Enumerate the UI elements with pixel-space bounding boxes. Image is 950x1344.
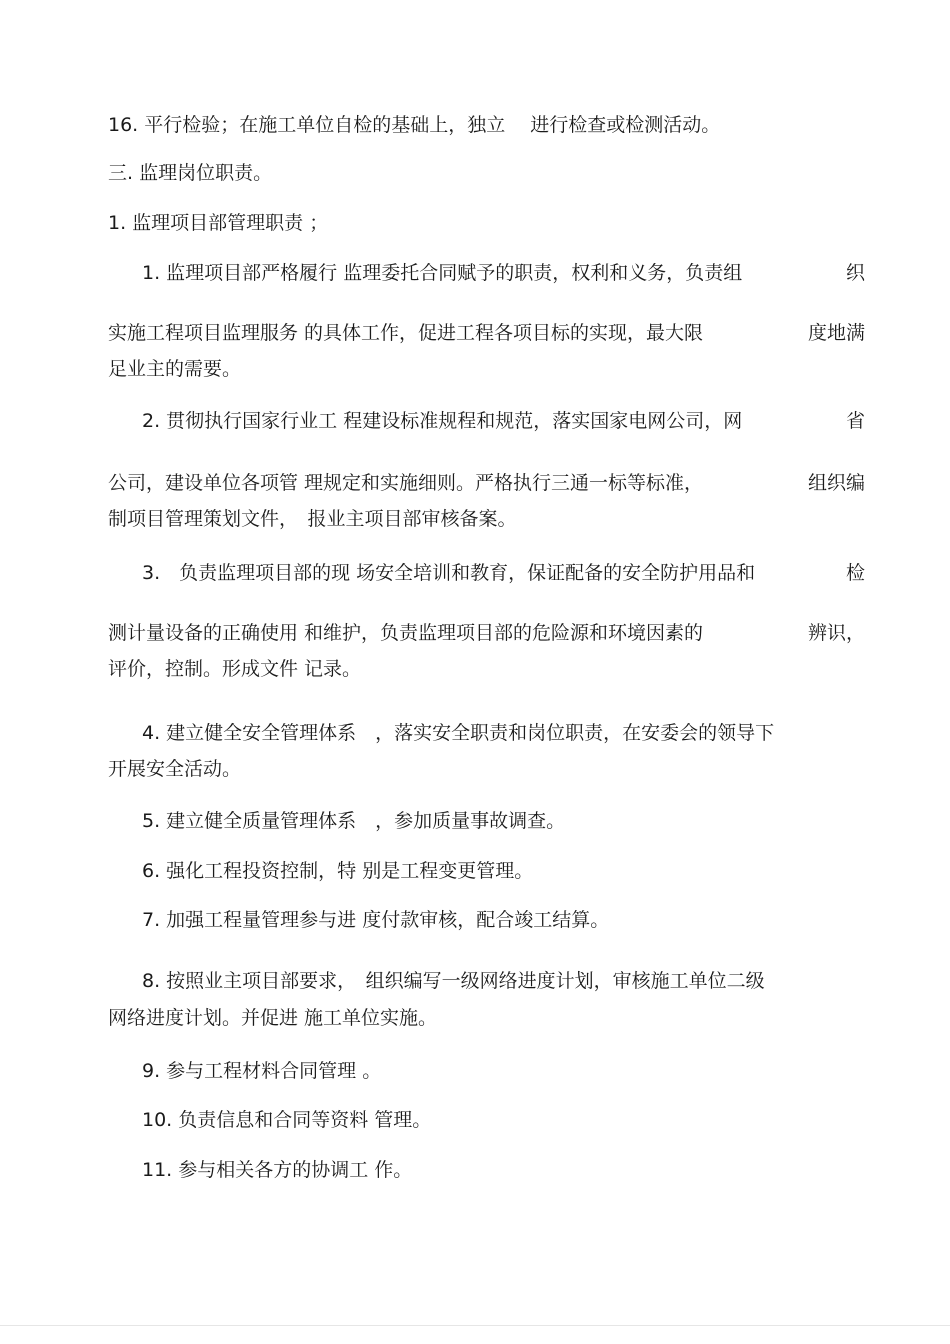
subsection-heading-1: 1. 监理项目部管理职责 ； [108, 212, 329, 234]
para-3-line-3: 评价，控制。形成文件 记录。 [108, 658, 362, 680]
para-1-line-2 [108, 320, 865, 346]
para-3-line-1 [142, 560, 865, 586]
item-5: 5. 建立健全质量管理体系 ，参加质量事故调查。 [142, 810, 566, 832]
para-4-line-2: 开展安全活动。 [108, 758, 242, 780]
para-1-line-1 [142, 260, 865, 286]
item-10: 10. 负责信息和合同等资料 管理。 [142, 1109, 432, 1131]
para-3-line-2 [108, 620, 865, 646]
para-3-line-2-main: 测计量设备的正确使用 和维护，负责监理项目部的危险源和环境因素的 [108, 622, 704, 644]
section-heading-3: 三. 监理岗位职责。 [108, 162, 273, 184]
page-bottom-divider [0, 1325, 950, 1326]
para-3-line-1-main: 3. 负责监理项目部的现 场安全培训和教育，保证配备的安全防护用品和 [142, 562, 756, 584]
para-2-line-1 [142, 408, 865, 434]
item-7: 7. 加强工程量管理参与进 度付款审核，配合竣工结算。 [142, 909, 610, 931]
para-1-line-1-main: 1. 监理项目部严格履行 监理委托合同赋予的职责，权利和义务，负责组 [142, 262, 743, 284]
para-8-line-2: 网络进度计划。并促进 施工单位实施。 [108, 1007, 438, 1029]
para-1-line-2-main: 实施工程项目监理服务 的具体工作，促进工程各项目标的实现，最大限 [108, 322, 704, 344]
para-8-line-1: 8. 按照业主项目部要求， 组织编写一级网络进度计划，审核施工单位二级 [142, 970, 765, 992]
para-1-line-1-tail: 织 [845, 262, 865, 284]
para-2-line-2-main: 公司，建设单位各项管 理规定和实施细则。严格执行三通一标等标准， [108, 472, 704, 494]
para-3-line-1-tail: 检 [845, 562, 865, 584]
para-1-line-3: 足业主的需要。 [108, 358, 242, 380]
para-4-line-1: 4. 建立健全安全管理体系 ，落实安全职责和岗位职责，在安委会的领导下 [142, 722, 775, 744]
para-2-line-2-tail: 组织编 [807, 472, 865, 494]
item-11: 11. 参与相关各方的协调工 作。 [142, 1159, 413, 1181]
para-3-line-2-tail: 辨识， [807, 622, 865, 644]
item-6: 6. 强化工程投资控制，特 别是工程变更管理。 [142, 860, 534, 882]
para-2-line-1-tail: 省 [845, 410, 865, 432]
para-2-line-2 [108, 470, 865, 496]
para-1-line-2-tail: 度地满 [807, 322, 865, 344]
para-2-line-3: 制项目管理策划文件， 报业主项目部审核备案。 [108, 508, 517, 530]
para-2-line-1-main: 2. 贯彻执行国家行业工 程建设标准规程和规范，落实国家电网公司，网 [142, 410, 743, 432]
item-9: 9. 参与工程材料合同管理 。 [142, 1060, 382, 1082]
item-16-parallel-inspection: 16. 平行检验；在施工单位自检的基础上，独立 进行检查或检测活动。 [108, 114, 721, 136]
